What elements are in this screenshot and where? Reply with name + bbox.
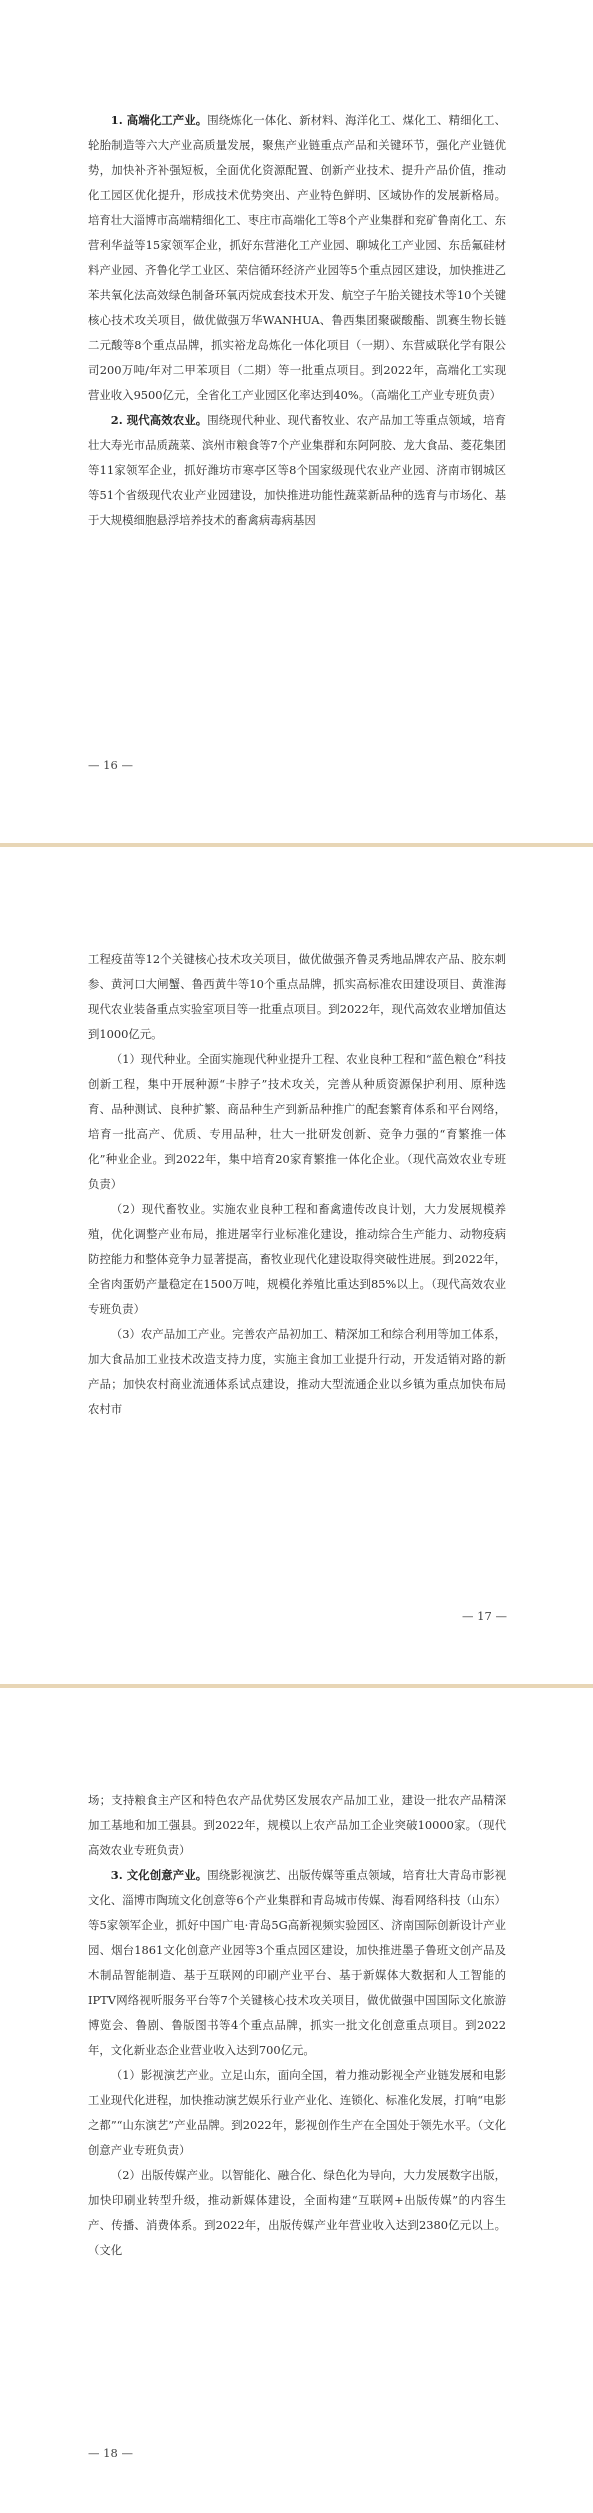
paragraph-text: （1）现代种业。全面实施现代种业提升工程、农业良种工程和“蓝色粮仓”科技创新工程，集中开展种源“卡脖子”技术攻关，完善从种质资源保护利用、原种选育、品种测试、良种扩繁、商品种生产到新品种推广的配套繁育体系和平台网络，培育一批高产、优质、专用品种，壮大一批研发创新、竞争力强的“育繁推一体化”种业企业。到2022年，集中培育20家育繁推一体化企业。（现代高效农业专班负责） xyxy=(88,1052,506,1191)
page-body xyxy=(88,108,506,533)
paragraph xyxy=(88,947,506,1047)
page-body xyxy=(88,1788,506,2263)
section-heading: 3. 文化创意产业。 xyxy=(110,1868,208,1882)
paragraph xyxy=(88,108,506,408)
paragraph xyxy=(88,408,506,533)
paragraph-text: （2）现代畜牧业。实施农业良种工程和畜禽遗传改良计划，大力发展规模养殖，优化调整产业布局，推进屠宰行业标准化建设，推动综合生产能力、动物疫病防控能力和整体竞争力显著提高，畜牧业现代化建设取得突破性进展。到2022年，全省肉蛋奶产量稳定在1500万吨，规模化养殖比重达到85%以上。（现代高效农业专班负责） xyxy=(88,1202,506,1316)
paragraph-text: 工程疫苗等12个关键核心技术攻关项目，做优做强齐鲁灵秀地品牌农产品、胶东刺参、黄河口大闸蟹、鲁西黄牛等10个重点品牌，抓实高标准农田建设项目、黄淮海现代农业装备重点实验室项目等一批重点项目。到2022年，现代高效农业增加值达到1000亿元。 xyxy=(88,952,506,1041)
paragraph-text: （1）影视演艺产业。立足山东，面向全国，着力推动影视全产业链发展和电影工业现代化进程，加快推动演艺娱乐行业产业化、连锁化、标准化发展，打响“电影之都”“山东演艺”产业品牌。到2022年，影视创作生产在全国处于领先水平。（文化创意产业专班负责） xyxy=(88,2068,506,2157)
paragraph-text: 场；支持粮食主产区和特色农产品优势区发展农产品加工业，建设一批农产品精深加工基地和加工强县。到2022年，规模以上农产品加工企业突破10000家。（现代高效农业专班负责） xyxy=(88,1793,506,1857)
page-number: — 17 — xyxy=(462,1609,507,1623)
paragraph-text: 围绕现代种业、现代畜牧业、农产品加工等重点领域，培育壮大寿光市品质蔬菜、滨州市粮食等7个产业集群和东阿阿胶、龙大食品、菱花集团等11家领军企业，抓好潍坊市寒亭区等8个国家级现代农业产业园、济南市钢城区等51个省级现代农业产业园建设，加快推进功能性蔬菜新品种的选育与市场化、基于大规模细胞悬浮培养技术的畜禽病毒病基因 xyxy=(88,413,506,527)
document-page-17 xyxy=(0,847,593,1684)
paragraph xyxy=(88,1863,506,2063)
paragraph xyxy=(88,2163,506,2263)
paragraph-text: 围绕影视演艺、出版传媒等重点领域，培育壮大青岛市影视文化、淄博市陶琉文化创意等6个产业集群和青岛城市传媒、海看网络科技（山东）等5家领军企业，抓好中国广电·青岛5G高新视频实验园区、济南国际创新设计产业园、烟台1861文化创意产业园等3个重点园区建设，加快推进墨子鲁班文创产品及木制品智能制造、基于互联网的印刷产业平台、基于新媒体大数据和人工智能的IPTV网络视听服务平台等7个关键核心技术攻关项目，做优做强中国国际文化旅游博览会、鲁剧、鲁版图书等4个重点品牌，抓实一批文化创意重点项目。到2022年，文化新业态企业营业收入达到700亿元。 xyxy=(88,1868,506,2057)
paragraph-text: （2）出版传媒产业。以智能化、融合化、绿色化为导向，大力发展数字出版，加快印刷业转型升级，推动新媒体建设，全面构建“互联网+出版传媒”的内容生产、传播、消费体系。到2022年，出版传媒产业年营业收入达到2380亿元以上。（文化 xyxy=(88,2168,506,2257)
document-page-18 xyxy=(0,1688,593,2513)
paragraph xyxy=(88,1322,506,1422)
document-page-16 xyxy=(0,0,593,843)
paragraph xyxy=(88,1047,506,1197)
page-body xyxy=(88,947,506,1422)
paragraph-text: 围绕炼化一体化、新材料、海洋化工、煤化工、精细化工、轮胎制造等六大产业高质量发展，聚焦产业链重点产品和关键环节，强化产业链优势，加快补齐补强短板，全面优化资源配置、创新产业技术、提升产品价值，推动化工园区优化提升，形成技术优势突出、产业特色鲜明、区域协作的发展新格局。培育壮大淄博市高端精细化工、枣庄市高端化工等8个产业集群和兖矿鲁南化工、东营利华益等15家领军企业，抓好东营港化工产业园、聊城化工产业园、东岳氟硅材料产业园、齐鲁化学工业区、荣信循环经济产业园等5个重点园区建设，加快推进乙苯共氧化法高效绿色制备环氧丙烷成套技术开发、航空子午胎关键技术等10个关键核心技术攻关项目，做优做强万华WANHUA、鲁西集团聚碳酸酯、凯赛生物长链二元酸等8个重点品牌，抓实裕龙岛炼化一体化项目（一期）、东营威联化学有限公司200万吨/年对二甲苯项目（二期）等一批重点项目。到2022年，高端化工实现营业收入9500亿元，全省化工产业园区化率达到40%。（高端化工产业专班负责） xyxy=(88,113,506,402)
paragraph-text: （3）农产品加工产业。完善农产品初加工、精深加工和综合利用等加工体系，加大食品加工业技术改造支持力度，实施主食加工业提升行动，开发适销对路的新产品；加快农村商业流通体系试点建设，推动大型流通企业以乡镇为重点加快布局农村市 xyxy=(88,1327,506,1416)
page-number: — 18 — xyxy=(88,2446,133,2460)
paragraph xyxy=(88,1197,506,1322)
section-heading: 1. 高端化工产业。 xyxy=(110,113,208,127)
paragraph xyxy=(88,1788,506,1863)
paragraph xyxy=(88,2063,506,2163)
section-heading: 2. 现代高效农业。 xyxy=(110,413,208,427)
page-number: — 16 — xyxy=(88,758,133,772)
